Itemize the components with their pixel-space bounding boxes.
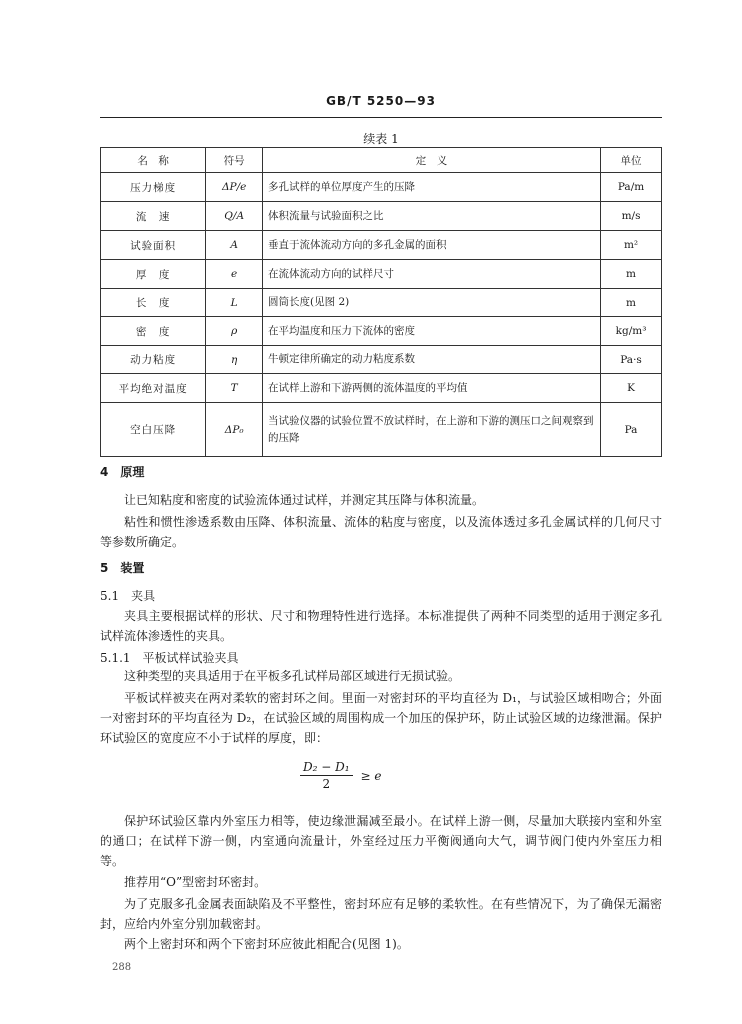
paragraph-o-ring: 推荐用“O”型密封环密封。 xyxy=(124,875,267,889)
term-unit: m/s xyxy=(601,202,662,231)
term-symbol: A xyxy=(206,231,263,260)
term-unit: m² xyxy=(601,231,662,260)
table-row xyxy=(101,317,662,346)
section-number: 5 xyxy=(100,561,109,575)
subsection-number: 5.1.1 xyxy=(100,651,131,665)
term-symbol: ΔP/e xyxy=(206,173,263,202)
section-number: 4 xyxy=(100,465,109,479)
term-symbol: Q/A xyxy=(206,202,263,231)
standard-header: GB/T 5250—93 xyxy=(326,94,436,108)
term-symbol: T xyxy=(206,374,263,403)
guard-ring-formula xyxy=(300,760,382,791)
definitions-table xyxy=(100,147,662,457)
column-header-symbol: 符号 xyxy=(206,148,263,173)
section-title: 装置 xyxy=(120,561,145,575)
formula-numerator: D₂ − D₁ xyxy=(300,760,353,776)
term-definition: 圆筒长度(见图 2) xyxy=(263,289,601,317)
term-definition: 多孔试样的单位厚度产生的压降 xyxy=(263,173,601,202)
term-definition: 在平均温度和压力下流体的密度 xyxy=(263,317,601,346)
table-row xyxy=(101,374,662,403)
term-name: 压力梯度 xyxy=(101,173,206,202)
term-symbol: η xyxy=(206,346,263,374)
subsection-5-1-paragraph: 夹具主要根据试样的形状、尺寸和物理特性进行选择。本标准提供了两种不同类型的适用于测定多孔试样流体渗透性的夹具。 xyxy=(100,609,662,643)
term-definition: 体积流量与试验面积之比 xyxy=(263,202,601,231)
header-rule xyxy=(100,117,662,118)
subsection-5-1-heading xyxy=(100,587,155,604)
term-symbol: L xyxy=(206,289,263,317)
term-symbol: ρ xyxy=(206,317,263,346)
section-4-heading xyxy=(100,463,144,480)
paragraph-ring-matching: 两个上密封环和两个下密封环应彼此相配合(见图 1)。 xyxy=(124,937,409,951)
term-name: 试验面积 xyxy=(101,231,206,260)
subsection-5-1-1-heading xyxy=(100,649,239,666)
term-name: 空白压降 xyxy=(101,403,206,457)
table-header-row xyxy=(101,148,662,173)
term-definition: 当试验仪器的试验位置不放试样时，在上游和下游的测压口之间观察到的压降 xyxy=(263,403,601,457)
formula-right-side: ≥ e xyxy=(360,768,382,783)
paragraph-softness: 为了克服多孔金属表面缺陷及不平整性，密封环应有足够的柔软性。在有些情况下，为了确保无漏密封，应给内外室分别加载密封。 xyxy=(100,897,662,931)
paragraph-seal-rings: 平板试样被夹在两对柔软的密封环之间。里面一对密封环的平均直径为 D₁，与试验区域相吻合；外面一对密封环的平均直径为 D₂，在试验区域的周围构成一个加压的保护环，防止试验区域的边缘泄漏。保护环试验区的宽度应不小于试样的厚度，即： xyxy=(100,691,662,745)
paragraph-pressure-balance: 保护环试验区靠内外室压力相等，使边缘泄漏减至最小。在试样上游一侧，尽量加大联接内室和外室的通口；在试样下游一侧，内室通向流量计，外室经过压力平衡阀通向大气，调节阀门使内外室压力相等。 xyxy=(100,814,662,868)
term-definition: 在流体流动方向的试样尺寸 xyxy=(263,260,601,289)
term-name: 密 度 xyxy=(101,317,206,346)
section-4-paragraph-1: 让已知粘度和密度的试验流体通过试样，并测定其压降与体积流量。 xyxy=(124,493,485,507)
table-row xyxy=(101,231,662,260)
section-title: 原理 xyxy=(120,465,145,479)
term-unit: kg/m³ xyxy=(601,317,662,346)
term-definition: 在试样上游和下游两侧的流体温度的平均值 xyxy=(263,374,601,403)
table-row xyxy=(101,202,662,231)
term-unit: Pa/m xyxy=(601,173,662,202)
term-name: 长 度 xyxy=(101,289,206,317)
column-header-name: 名 称 xyxy=(101,148,206,173)
term-unit: Pa·s xyxy=(601,346,662,374)
term-unit: Pa xyxy=(601,403,662,457)
term-symbol: ΔP₀ xyxy=(206,403,263,457)
term-name: 动力粘度 xyxy=(101,346,206,374)
term-unit: m xyxy=(601,289,662,317)
term-name: 平均绝对温度 xyxy=(101,374,206,403)
page-number: 288 xyxy=(112,962,132,973)
section-5-heading xyxy=(100,559,144,576)
table-caption: 续表 1 xyxy=(363,132,399,146)
table-row xyxy=(101,346,662,374)
table-row xyxy=(101,403,662,457)
term-definition: 牛顿定律所确定的动力粘度系数 xyxy=(263,346,601,374)
subsection-number: 5.1 xyxy=(100,589,120,603)
term-unit: K xyxy=(601,374,662,403)
term-name: 流 速 xyxy=(101,202,206,231)
section-4-paragraph-2: 粘性和惯性渗透系数由压降、体积流量、流体的粘度与密度，以及流体透过多孔金属试样的几何尺寸等参数所确定。 xyxy=(100,515,662,549)
column-header-unit: 单位 xyxy=(601,148,662,173)
subsection-title: 夹具 xyxy=(131,589,156,603)
formula-denominator: 2 xyxy=(322,777,331,791)
term-unit: m xyxy=(601,260,662,289)
table-row xyxy=(101,289,662,317)
formula-fraction xyxy=(300,760,353,791)
subsection-title: 平板试样试验夹具 xyxy=(142,651,239,665)
table-row xyxy=(101,260,662,289)
paragraph-fixture-scope: 这种类型的夹具适用于在平板多孔试样局部区域进行无损试验。 xyxy=(124,669,461,683)
column-header-definition: 定 义 xyxy=(263,148,601,173)
term-symbol: e xyxy=(206,260,263,289)
table-row xyxy=(101,173,662,202)
term-name: 厚 度 xyxy=(101,260,206,289)
term-definition: 垂直于流体流动方向的多孔金属的面积 xyxy=(263,231,601,260)
